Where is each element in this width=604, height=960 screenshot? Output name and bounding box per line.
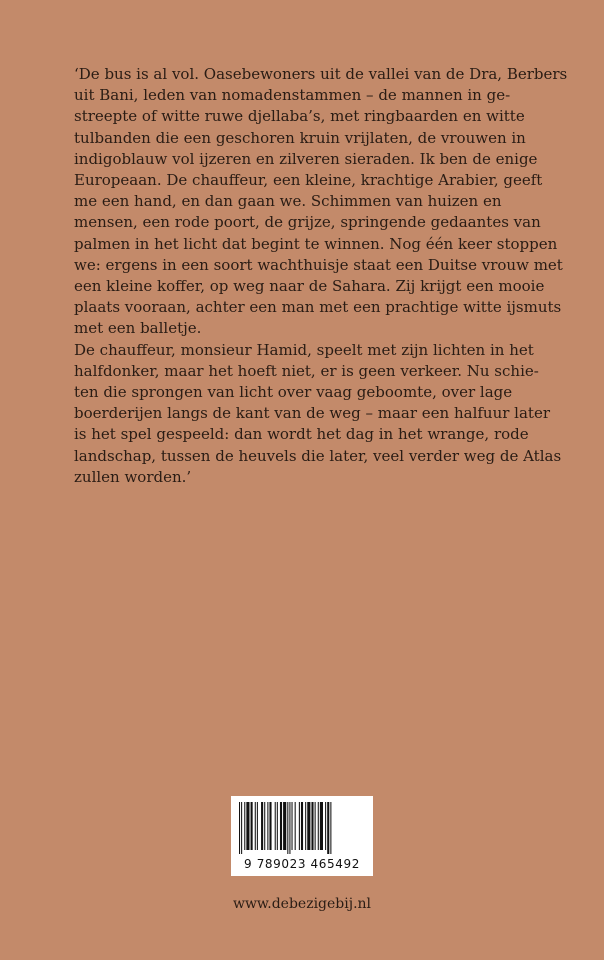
barcode-bar: [320, 802, 323, 850]
barcode-bar: [311, 802, 313, 850]
excerpt-line: met een balletje.: [74, 319, 202, 338]
barcode-bar: [277, 802, 278, 850]
excerpt-text: [74, 64, 568, 488]
barcode-bar: [269, 802, 271, 850]
barcode-bar: [267, 802, 268, 850]
barcode-bar: [251, 802, 253, 850]
barcode-bar: [305, 802, 306, 850]
barcode-bar: [315, 802, 316, 850]
barcode-bar: [289, 802, 290, 854]
barcode-bar: [301, 802, 303, 850]
barcode-bar: [264, 802, 265, 850]
barcode-bar: [244, 802, 245, 850]
barcode-bar: [261, 802, 263, 850]
excerpt-line: zullen worden.’: [74, 467, 192, 486]
publisher-website: www.debezigebij.nl: [232, 896, 372, 912]
excerpt-line: streepte of witte ruwe djellaba’s, met ringbaarden en witte: [74, 107, 525, 126]
barcode-bar: [283, 802, 286, 850]
excerpt-line: uit Bani, leden van nomadenstammen – de mannen in ge-: [74, 86, 511, 105]
barcode-bar: [275, 802, 276, 850]
excerpt-line: halfdonker, maar het hoeft niet, er is geen verkeer. Nu schie-: [74, 361, 539, 380]
barcode-bar: [330, 802, 331, 854]
isbn-number: 9 789023 465492: [244, 857, 360, 871]
excerpt-line: tulbanden die een geschoren kruin vrijlaten, de vrouwen in: [74, 128, 526, 147]
excerpt-line: indigoblauw vol ijzeren en zilveren sieraden. Ik ben de enige: [74, 149, 538, 168]
excerpt-line: Europeaan. De chauffeur, een kleine, krachtige Arabier, geeft: [74, 171, 543, 190]
excerpt-line: landschap, tussen de heuvels die later, veel verder weg de Atlas: [74, 446, 562, 465]
excerpt-line: ten die sprongen van licht over vaag geboomte, over lage: [74, 383, 513, 402]
barcode-bar: [255, 802, 256, 850]
barcode-bar: [295, 802, 296, 850]
excerpt-line: De chauffeur, monsieur Hamid, speelt met zijn lichten in het: [74, 340, 534, 359]
excerpt-line: boerderijen langs de kant van de weg – maar een halfuur later: [74, 404, 550, 423]
barcode-bar: [246, 802, 249, 850]
barcode-bar: [318, 802, 319, 850]
excerpt-line: we: ergens in een soort wachthuisje staat een Duitse vrouw met: [74, 255, 563, 274]
excerpt-line: me een hand, en dan gaan we. Schimmen van huizen en: [74, 192, 502, 211]
barcode-bar: [280, 802, 282, 850]
barcode-bars: [237, 802, 367, 854]
excerpt-line: is het spel gespeeld: dan wordt het dag in het wrange, rode: [74, 425, 529, 444]
excerpt-line: mensen, een rode poort, de grijze, springende gedaantes van: [74, 213, 541, 232]
excerpt-line: een kleine koffer, op weg naar de Sahara. Zij krijgt een mooie: [74, 277, 545, 296]
barcode-bar: [327, 802, 329, 854]
barcode-bar: [241, 802, 242, 854]
barcode-bar: [307, 802, 310, 850]
barcode-bar: [257, 802, 258, 850]
barcode-bar: [292, 802, 293, 850]
barcode-bar: [287, 802, 288, 854]
barcode-bar: [239, 802, 240, 854]
excerpt-line: palmen in het licht dat begint te winnen. Nog één keer stoppen: [74, 234, 558, 253]
isbn-barcode: [231, 796, 373, 876]
barcode-bar: [325, 802, 326, 850]
excerpt-line: plaats vooraan, achter een man met een prachtige witte ijsmuts: [74, 298, 562, 317]
excerpt-line: ‘De bus is al vol. Oasebewoners uit de vallei van de Dra, Berbers: [74, 65, 568, 83]
barcode-bar: [299, 802, 300, 850]
